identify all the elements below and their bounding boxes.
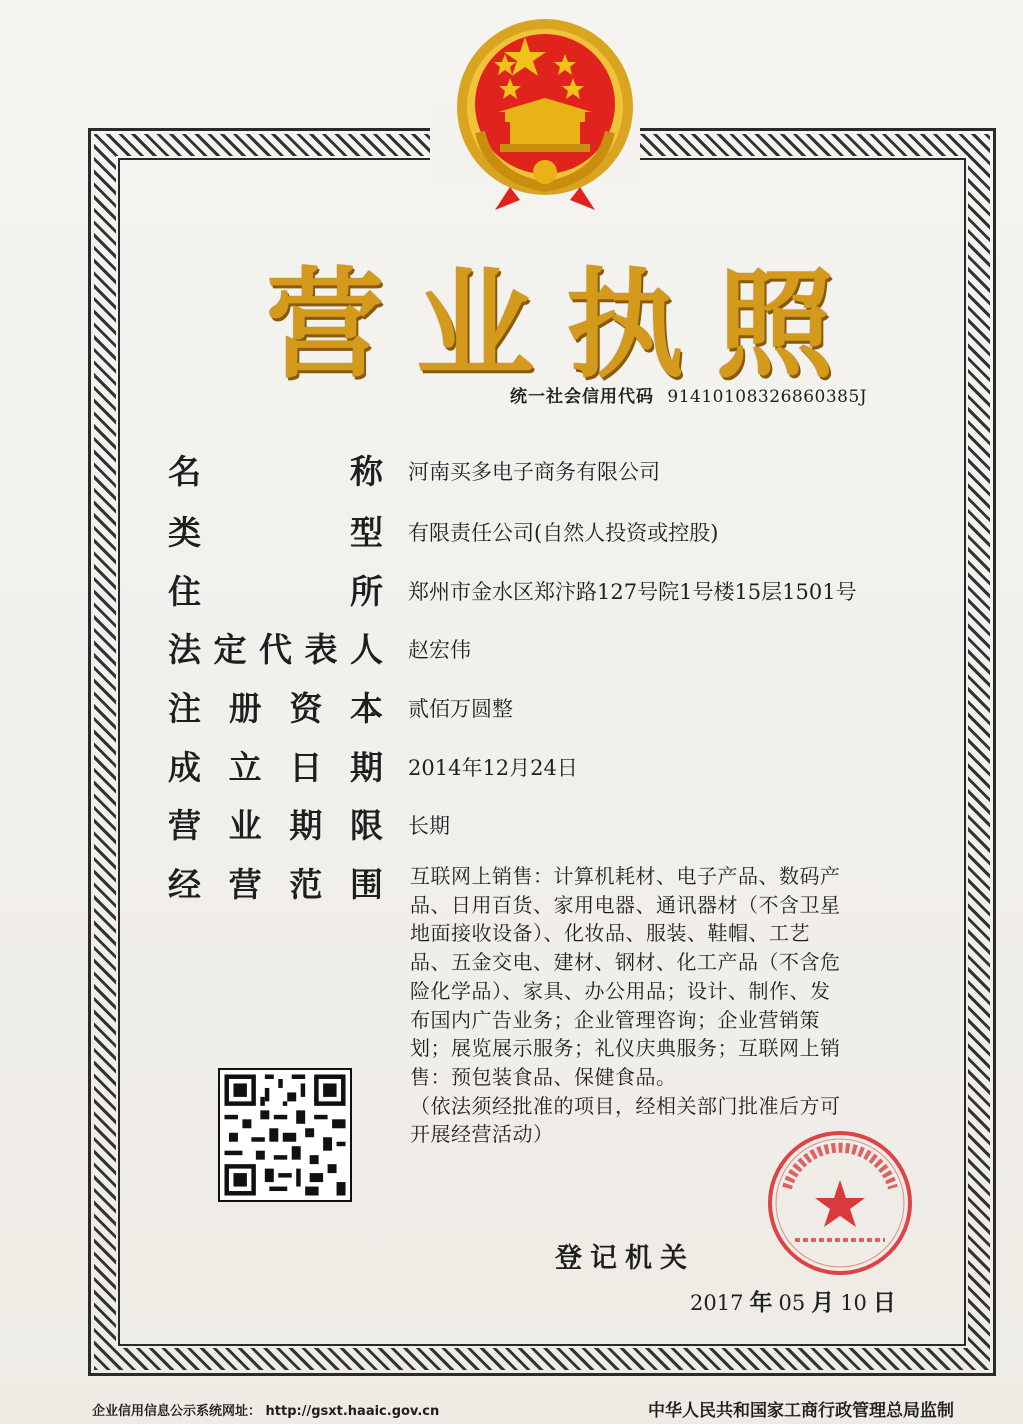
- date-year: 2017: [690, 1291, 744, 1315]
- qr-code-icon[interactable]: [218, 1068, 352, 1202]
- registration-authority: 登记机关: [555, 1243, 695, 1274]
- date-day-char: 日: [872, 1290, 896, 1316]
- footer-issuer: 中华人民共和国家工商行政管理总局监制: [648, 1401, 954, 1421]
- label-char: 本: [349, 689, 383, 728]
- national-emblem-icon: [450, 12, 640, 212]
- scope-line: 地面接收设备）、化妆品、服装、鞋帽、工艺: [410, 921, 810, 946]
- field-label: [168, 630, 383, 670]
- label-char: 注: [168, 689, 201, 728]
- field-value: 郑州市金水区郑汴路127号院1号楼15层1501号: [408, 580, 857, 604]
- field-value: 长期: [408, 814, 450, 838]
- scope-line: 品、日用百货、家用电器、通讯器材（不含卫星: [410, 892, 841, 917]
- business-scope: [410, 862, 930, 1149]
- credit-code-line: [510, 382, 950, 410]
- title-char: 照: [715, 256, 834, 394]
- label-char: 范: [289, 865, 323, 904]
- field-label: [168, 513, 383, 553]
- date-year-char: 年: [749, 1290, 773, 1316]
- label-char: 册: [228, 689, 262, 728]
- scope-line: （依法须经批准的项目，经相关部门批准后方可: [410, 1093, 841, 1118]
- label-char: 营: [168, 806, 201, 845]
- field-label: [168, 865, 383, 905]
- scope-line: 售：预包装食品、保健食品。: [410, 1064, 677, 1089]
- field-label: [168, 748, 383, 788]
- title-char: 营: [265, 256, 384, 394]
- field-label: [168, 572, 383, 612]
- label-char: 住: [168, 572, 201, 611]
- field-value: 河南买多电子商务有限公司: [408, 460, 660, 484]
- scope-line: 开展经营活动）: [410, 1122, 554, 1147]
- field-label: [168, 806, 383, 846]
- label-char: 围: [349, 865, 383, 904]
- label-char: 经: [168, 865, 201, 904]
- label-char: 类: [168, 513, 201, 552]
- field-label: [168, 452, 383, 492]
- field-value: 有限责任公司(自然人投资或控股): [408, 521, 719, 545]
- footer-website: 企业信用信息公示系统网址： http://gsxt.haaic.gov.cn: [92, 1404, 440, 1419]
- label-char: 营: [228, 865, 262, 904]
- label-char: 称: [350, 452, 383, 491]
- label-char: 表: [304, 630, 338, 669]
- field-value: 2014年12月24日: [408, 756, 578, 780]
- date-month-char: 月: [811, 1290, 835, 1316]
- label-char: 期: [349, 748, 383, 787]
- title-char: 执: [565, 256, 684, 394]
- label-char: 型: [350, 513, 383, 552]
- label-char: 期: [289, 806, 323, 845]
- label-char: 所: [350, 572, 383, 611]
- title-char: 业: [415, 256, 534, 394]
- label-char: 限: [349, 806, 383, 845]
- issue-date: [690, 1284, 902, 1317]
- scope-line: 险化学品）、家具、办公用品；设计、制作、发: [410, 978, 831, 1003]
- official-seal-icon: [765, 1128, 915, 1278]
- label-char: 日: [289, 748, 323, 787]
- label-char: 人: [350, 630, 383, 669]
- document-title: [255, 245, 845, 394]
- credit-code-label: 统一社会信用代码: [510, 387, 654, 407]
- scope-line: 划；展览展示服务；礼仪庆典服务；互联网上销: [410, 1036, 841, 1061]
- field-value: 贰佰万圆整: [408, 697, 513, 721]
- scope-line: 互联网上销售：计算机耗材、电子产品、数码产: [410, 864, 841, 888]
- scope-line: 品、五金交电、建材、钢材、化工产品（不含危: [410, 950, 841, 975]
- label-char: 定: [213, 630, 247, 669]
- label-char: 业: [228, 806, 262, 845]
- label-char: 资: [289, 689, 323, 728]
- credit-code-value: 91410108326860385J: [667, 387, 868, 407]
- label-char: 名: [168, 452, 201, 491]
- scope-line: 布国内广告业务；企业管理咨询；企业营销策: [410, 1007, 820, 1032]
- label-char: 代: [259, 630, 292, 669]
- label-char: 法: [168, 630, 201, 669]
- field-label: [168, 689, 383, 729]
- field-value: 赵宏伟: [408, 638, 471, 662]
- label-char: 成: [168, 748, 201, 787]
- label-char: 立: [228, 748, 262, 787]
- date-month: 05: [778, 1291, 806, 1315]
- date-day: 10: [840, 1291, 867, 1315]
